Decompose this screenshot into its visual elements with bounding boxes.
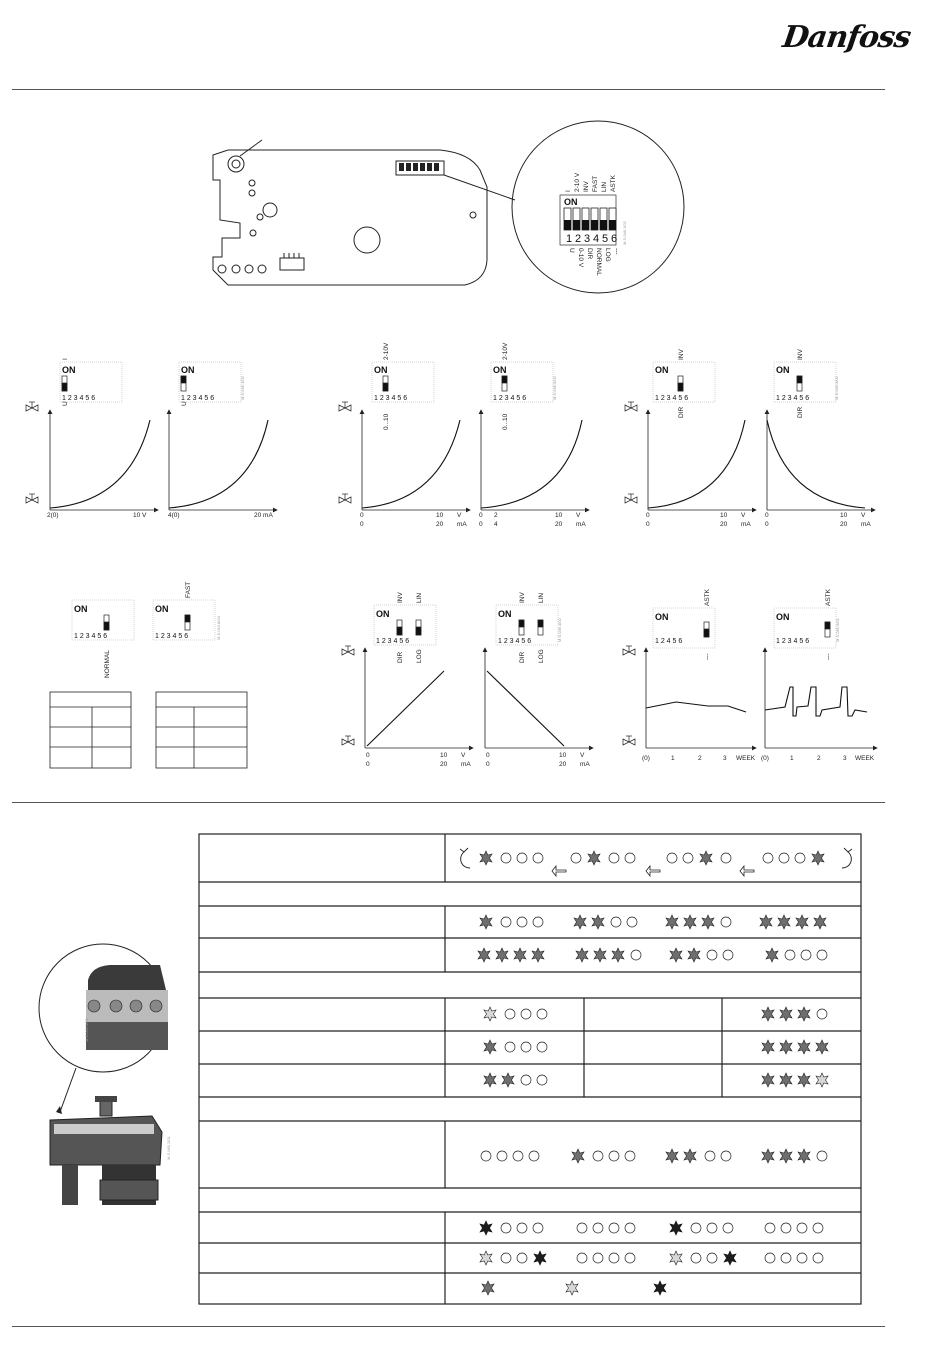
label-0-10: 0...10 — [502, 413, 509, 430]
axis-label: 4 — [494, 521, 498, 528]
axis-label: 10 — [436, 512, 444, 519]
label-log: LOG — [538, 649, 545, 663]
axis-label: WEEK — [855, 755, 875, 762]
label-0-10: 0...10 — [383, 413, 390, 430]
axis-label: 0 — [360, 512, 364, 519]
curves — [50, 420, 865, 508]
label-2-10v: 2-10V — [383, 342, 390, 360]
svg-text:1 2 3 4 5 6: 1 2 3 4 5 6 — [498, 638, 532, 645]
ref-code: M.S.065.2/01 — [166, 1136, 171, 1160]
actuator-illustration — [39, 944, 171, 1205]
on-label: ON — [74, 604, 88, 614]
ref-code: M.S.046.5/02 — [552, 376, 557, 400]
label-U: U — [181, 401, 188, 406]
on-label: ON — [655, 365, 669, 375]
on-label: ON — [493, 365, 507, 375]
middle-divider — [12, 802, 885, 803]
axis-label: mA — [741, 521, 751, 528]
axis-label: (0) — [761, 755, 769, 762]
svg-text:1 2 3 4 5 6: 1 2 3 4 5 6 — [776, 395, 810, 402]
svg-text:1 2 3 4 5 6: 1 2 3 4 5 6 — [493, 395, 527, 402]
axis-label: 10 — [555, 512, 563, 519]
axis-label: V — [457, 512, 462, 519]
axis-label: (0) — [642, 755, 650, 762]
on-label: ON — [376, 609, 390, 619]
svg-text:1 2 3 4 5 6: 1 2 3 4 5 6 — [181, 395, 215, 402]
board-bottom-label: 0-10 V — [577, 248, 584, 268]
bottom-divider — [12, 1326, 885, 1327]
axis-label: 0 — [646, 521, 650, 528]
axis-label: 0 — [765, 521, 769, 528]
svg-text:1 2 4 5 6: 1 2 4 5 6 — [655, 638, 683, 645]
axis-label: mA — [861, 521, 871, 528]
board-top-label: LIN — [601, 181, 608, 192]
ref-code: M.S.010.8/04 — [216, 616, 221, 640]
ref-code: M.S.065.3/01 — [84, 1018, 89, 1042]
blank-tables — [50, 692, 247, 768]
svg-text:1 2 3 4 5 6: 1 2 3 4 5 6 — [155, 633, 189, 640]
axis-label: 2(0) — [47, 512, 59, 519]
axis-label: 3 — [723, 755, 727, 762]
ref-code: M.S.046.1/02 — [240, 376, 245, 400]
label-I: I — [62, 358, 69, 360]
svg-text:1 2 3 4 5 6: 1 2 3 4 5 6 — [74, 633, 108, 640]
label-dir: DIR — [519, 651, 526, 663]
axis-label: 1 — [790, 755, 794, 762]
axis-label: 20 — [555, 521, 563, 528]
board-num: 4 — [593, 233, 600, 245]
label-log: LOG — [416, 649, 423, 663]
board-top-label: FAST — [592, 175, 599, 192]
axis-label: 0 — [486, 761, 490, 768]
ref-code: M.S.048.1/02 — [622, 221, 627, 245]
label-inv: INV — [397, 592, 404, 603]
axis-label: 0 — [366, 761, 370, 768]
board-bottom-label: LOG — [604, 248, 611, 262]
label-normal: NORMAL — [104, 650, 111, 678]
board-on-label: ON — [564, 197, 578, 207]
axis-label: V — [741, 512, 746, 519]
label-inv: INV — [797, 349, 804, 360]
on-label: ON — [776, 365, 790, 375]
axis-label: 0 — [479, 512, 483, 519]
svg-text:1 2 3 4 5 6: 1 2 3 4 5 6 — [376, 638, 410, 645]
axis-label: V — [576, 512, 581, 519]
axis-label: V — [861, 512, 866, 519]
axis-label: V — [580, 752, 585, 759]
axis-label: 20 — [720, 521, 728, 528]
axis-label: 0 — [646, 512, 650, 519]
label-lin: LIN — [416, 592, 423, 603]
top-divider — [12, 89, 885, 90]
axis-label: 20 — [840, 521, 848, 528]
board-top-label: I — [565, 190, 572, 192]
label-inv: INV — [519, 592, 526, 603]
ref-code: M.S.046.4/02 — [557, 618, 562, 642]
label-U: U — [62, 401, 69, 406]
axis-label: 0 — [486, 752, 490, 759]
label-dashes: --- — [825, 653, 832, 660]
characteristics-figure — [0, 330, 950, 795]
board-num: 6 — [611, 233, 618, 245]
on-label: ON — [776, 612, 790, 622]
on-label: ON — [374, 365, 388, 375]
ref-code: M.S.046.3/02 — [834, 376, 839, 400]
label-dir: DIR — [797, 406, 804, 418]
board-bottom-label: --- — [613, 248, 620, 255]
on-label: ON — [181, 365, 195, 375]
board-bottom-label: U — [568, 248, 575, 253]
axis-label: 2 — [494, 512, 498, 519]
board-num: 2 — [575, 233, 582, 245]
circuit-board-figure — [0, 95, 950, 315]
label-astk: ASTK — [825, 589, 832, 606]
axis-label: 2 — [817, 755, 821, 762]
svg-text:1 2 3 4 5 6: 1 2 3 4 5 6 — [655, 395, 689, 402]
on-label: ON — [155, 604, 169, 614]
board-num: 3 — [584, 233, 591, 245]
axis-label: mA — [457, 521, 467, 528]
board-top-label: 2-10 V — [574, 172, 581, 192]
board-top-label: INV — [583, 181, 590, 192]
axis-label: 4(0) — [168, 512, 180, 519]
axis-label: 10 — [720, 512, 728, 519]
on-label: ON — [655, 612, 669, 622]
label-lin: LIN — [538, 592, 545, 603]
on-label: ON — [498, 609, 512, 619]
board-bottom-label: DIR — [586, 248, 593, 260]
board-top-label: ASTK — [610, 175, 617, 192]
on-label: ON — [62, 365, 76, 375]
axis-label: 0 — [360, 521, 364, 528]
svg-text:1 2 3 4 5 6: 1 2 3 4 5 6 — [776, 638, 810, 645]
danfoss-logo: Danfoss — [780, 20, 913, 55]
svg-text:1 2 3 4 5 6: 1 2 3 4 5 6 — [62, 395, 96, 402]
label-fast: FAST — [185, 581, 192, 598]
led-table — [199, 834, 861, 1304]
axis-label: mA — [461, 761, 471, 768]
axis-label: 20 — [436, 521, 444, 528]
axis-label: mA — [576, 521, 586, 528]
axis-label: 20 mA — [254, 512, 273, 519]
label-dashes: --- — [704, 653, 711, 660]
label-dir: DIR — [397, 651, 404, 663]
led-indicator-figure — [0, 820, 950, 1320]
axis-label: 1 — [671, 755, 675, 762]
label-inv: INV — [678, 349, 685, 360]
board-num: 5 — [602, 233, 609, 245]
axis-label: 10 V — [133, 512, 147, 519]
label-astk: ASTK — [704, 589, 711, 606]
axis-label: 20 — [440, 761, 448, 768]
axis-label: 10 — [440, 752, 448, 759]
axis-label: 10 — [840, 512, 848, 519]
axis-label: 3 — [843, 755, 847, 762]
axis-label: WEEK — [736, 755, 756, 762]
axis-label: 2 — [698, 755, 702, 762]
board-num: 1 — [566, 233, 573, 245]
axis-label: 0 — [366, 752, 370, 759]
label-2-10v: 2-10V — [502, 342, 509, 360]
axis-label: mA — [580, 761, 590, 768]
ref-code: M.S.065.9/01 — [835, 618, 840, 642]
label-dir: DIR — [678, 406, 685, 418]
axis-label: 10 — [559, 752, 567, 759]
axis-label: V — [461, 752, 466, 759]
axis-label: 20 — [559, 761, 567, 768]
axis-label: 0 — [765, 512, 769, 519]
board-bottom-label: NORMAL — [595, 248, 602, 276]
svg-text:1 2 3 4 5 6: 1 2 3 4 5 6 — [374, 395, 408, 402]
axis-label: 0 — [479, 521, 483, 528]
